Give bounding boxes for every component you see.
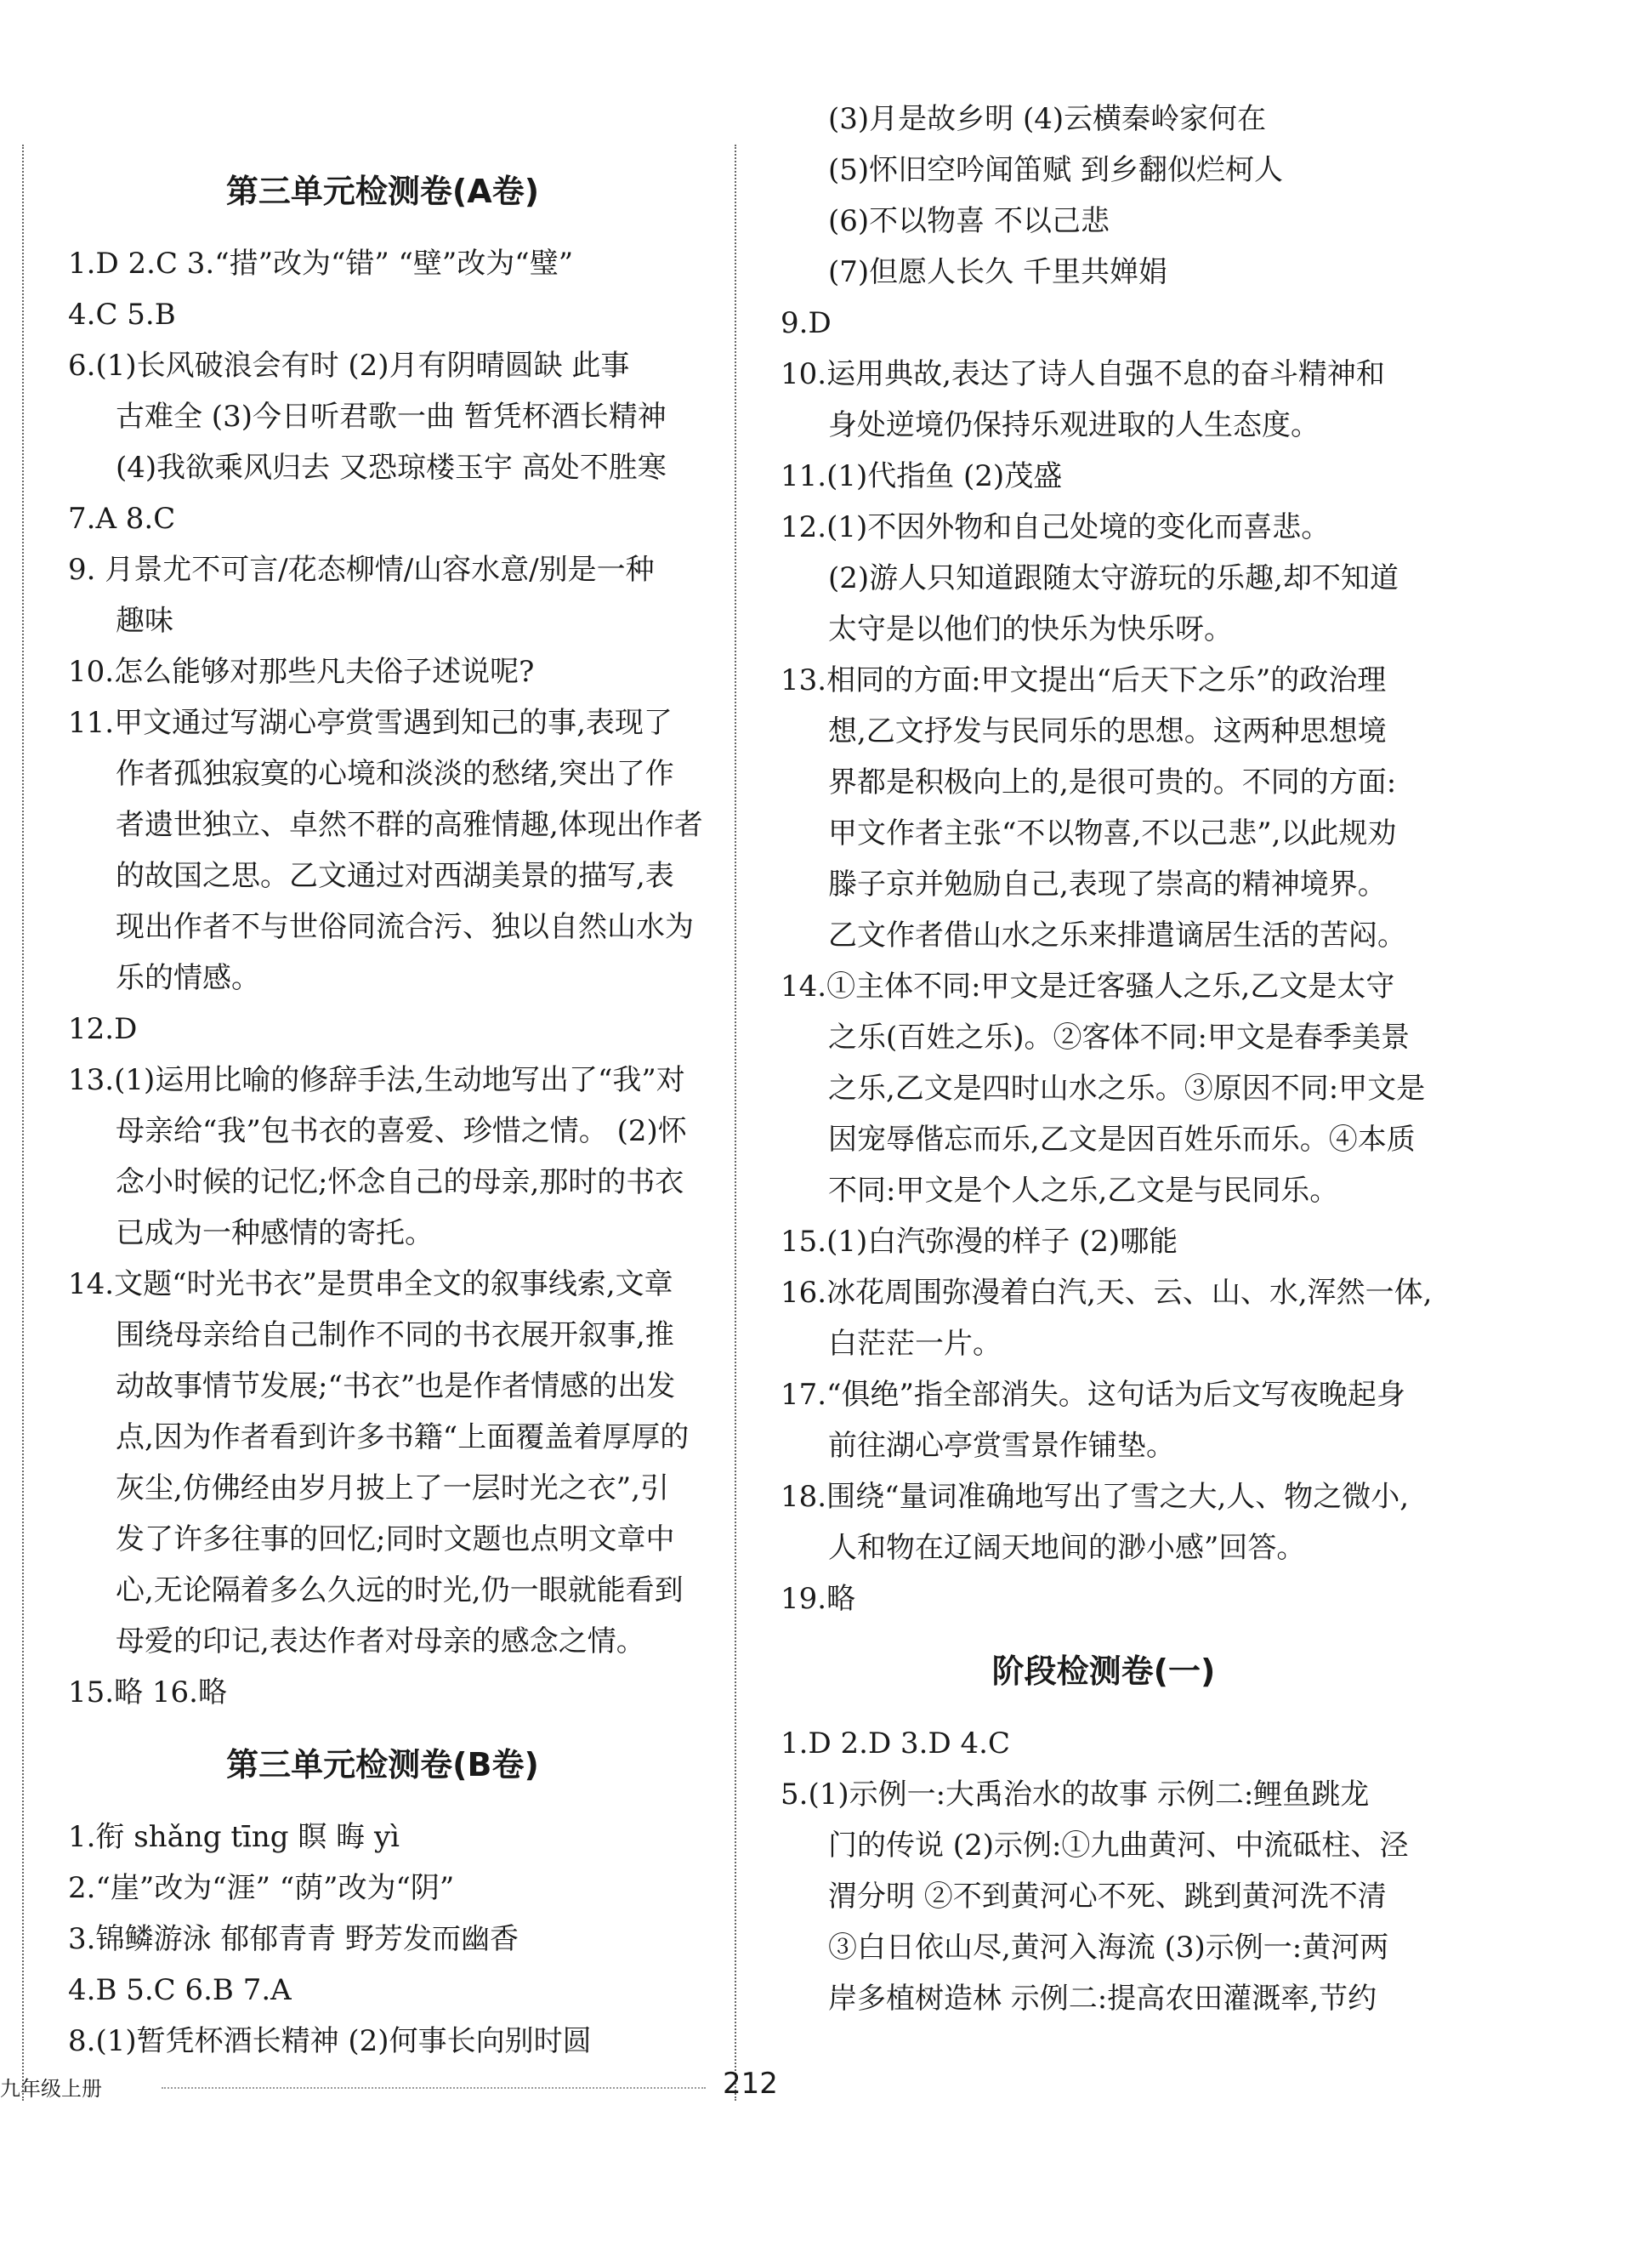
answer-line: 母爱的印记,表达作者对母亲的感念之情。 xyxy=(116,1624,645,1658)
answer-line: (2)游人只知道跟随太守游玩的乐趣,却不知道 xyxy=(828,561,1399,595)
answer-line: (3)月是故乡明 (4)云横秦岭家何在 xyxy=(828,102,1267,136)
answer-line: 乙文作者借山水之乐来排遣谪居生活的苦闷。 xyxy=(828,919,1406,953)
answer-line: 前往湖心亭赏雪景作铺垫。 xyxy=(828,1429,1175,1463)
binding-margin-left xyxy=(22,145,37,2101)
answer-line: 11.(1)代指鱼 (2)茂盛 xyxy=(781,459,1063,493)
answer-line: 3.锦鳞游泳 郁郁青青 野芳发而幽香 xyxy=(68,1922,519,1956)
answer-line: 12.D xyxy=(68,1012,138,1046)
answer-line: 10.运用典故,表达了诗人自强不息的奋斗精神和 xyxy=(781,357,1385,391)
answer-line: 之乐(百姓之乐)。②客体不同:甲文是春季美景 xyxy=(828,1021,1410,1055)
answer-line: 灰尘,仿佛经由岁月披上了一层时光之衣”,引 xyxy=(116,1471,669,1505)
section-title-stage-test-1: 阶段检测卷(一) xyxy=(991,1652,1216,1690)
answer-line: (5)怀旧空吟闻笛赋 到乡翻似烂柯人 xyxy=(828,153,1283,187)
answer-line: 趣味 xyxy=(116,604,173,638)
page-number: 212 xyxy=(723,2067,778,2101)
footer-divider xyxy=(162,2087,706,2089)
answer-line: 2.“崖”改为“涯” “荫”改为“阴” xyxy=(68,1871,455,1905)
answer-line: (6)不以物喜 不以己悲 xyxy=(828,204,1110,238)
answer-line: 者遗世独立、卓然不群的高雅情趣,体现出作者 xyxy=(116,808,703,842)
answer-line: 古难全 (3)今日听君歌一曲 暂凭杯酒长精神 xyxy=(116,400,667,434)
answer-line: 作者孤独寂寞的心境和淡淡的愁绪,突出了作 xyxy=(116,757,674,791)
answer-line: 13.相同的方面:甲文提出“后天下之乐”的政治理 xyxy=(781,663,1387,697)
grade-label: 九年级上册 xyxy=(0,2077,102,2101)
answer-line: 滕子京并勉励自己,表现了崇高的精神境界。 xyxy=(828,867,1387,902)
answer-line: 门的传说 (2)示例:①九曲黄河、中流砥柱、泾 xyxy=(828,1829,1409,1863)
answer-line: 已成为一种感情的寄托。 xyxy=(116,1216,434,1250)
answer-line: ③白日依山尽,黄河入海流 (3)示例一:黄河两 xyxy=(828,1931,1389,1965)
answer-line: 因宠辱偕忘而乐,乙文是因百姓乐而乐。④本质 xyxy=(828,1123,1416,1157)
answer-line: 动故事情节发展;“书衣”也是作者情感的出发 xyxy=(116,1369,676,1403)
answer-line: 太守是以他们的快乐为快乐呀。 xyxy=(828,612,1233,646)
section-title-unit3-a: 第三单元检测卷(A卷) xyxy=(225,173,540,210)
left-column xyxy=(68,145,703,2067)
answer-line: 发了许多往事的回忆;同时文题也点明文章中 xyxy=(116,1522,675,1556)
answer-line: 身处逆境仍保持乐观进取的人生态度。 xyxy=(828,408,1320,442)
answer-line: 乐的情感。 xyxy=(116,961,260,995)
answer-line: 岸多植树造林 示例二:提高农田灌溉率,节约 xyxy=(828,1982,1377,2016)
answer-line: 的故国之思。乙文通过对西湖美景的描写,表 xyxy=(116,859,674,893)
answer-line: 7.A 8.C xyxy=(68,502,176,536)
answer-line: 6.(1)长风破浪会有时 (2)月有阴晴圆缺 此事 xyxy=(68,349,630,383)
answer-line: 想,乙文抒发与民同乐的思想。这两种思想境 xyxy=(828,714,1387,748)
right-column xyxy=(781,102,1433,2024)
answer-line: 1.D 2.C 3.“措”改为“错” “壁”改为“璧” xyxy=(68,247,574,281)
answer-line: 4.C 5.B xyxy=(68,298,176,332)
answer-line: (7)但愿人长久 千里共婵娟 xyxy=(828,255,1167,289)
answer-line: 人和物在辽阔天地间的渺小感”回答。 xyxy=(828,1531,1306,1565)
answer-line: (4)我欲乘风归去 又恐琼楼玉宇 高处不胜寒 xyxy=(116,451,667,485)
answer-line: 8.(1)暂凭杯酒长精神 (2)何事长向别时圆 xyxy=(68,2024,592,2058)
answer-line: 白茫茫一片。 xyxy=(828,1327,1002,1361)
answer-line: 12.(1)不因外物和自己处境的变化而喜悲。 xyxy=(781,510,1331,544)
binding-margin-middle xyxy=(735,145,750,2101)
answer-line: 不同:甲文是个人之乐,乙文是与民同乐。 xyxy=(828,1174,1339,1208)
answer-line: 甲文作者主张“不以物喜,不以己悲”,以此规劝 xyxy=(828,816,1397,850)
page-footer xyxy=(0,2067,1652,2118)
answer-line: 18.围绕“量词准确地写出了雪之大,人、物之微小, xyxy=(781,1480,1410,1514)
answer-line: 9.D xyxy=(781,306,832,340)
answer-line: 1.衔 shǎng tīng 瞑 晦 yì xyxy=(68,1820,400,1854)
answer-line: 渭分明 ②不到黄河心不死、跳到黄河洗不清 xyxy=(828,1880,1387,1914)
answer-line: 界都是积极向上的,是很可贵的。不同的方面: xyxy=(828,765,1397,799)
answer-line: 14.①主体不同:甲文是迁客骚人之乐,乙文是太守 xyxy=(781,970,1395,1004)
answer-line: 念小时候的记忆;怀念自己的母亲,那时的书衣 xyxy=(116,1165,684,1199)
answer-line: 14.文题“时光书衣”是贯串全文的叙事线索,文章 xyxy=(68,1267,673,1301)
answer-line: 4.B 5.C 6.B 7.A xyxy=(68,1973,292,2007)
answer-line: 心,无论隔着多么久远的时光,仍一眼就能看到 xyxy=(116,1573,684,1607)
answer-line: 11.甲文通过写湖心亭赏雪遇到知己的事,表现了 xyxy=(68,706,673,740)
answer-line: 点,因为作者看到许多书籍“上面覆盖着厚厚的 xyxy=(116,1420,690,1454)
answer-line: 19.略 xyxy=(781,1582,856,1616)
answer-line: 15.(1)白汽弥漫的样子 (2)哪能 xyxy=(781,1225,1178,1259)
answer-line: 17.“俱绝”指全部消失。这句话为后文写夜晚起身 xyxy=(781,1378,1405,1412)
answer-line: 5.(1)示例一:大禹治水的故事 示例二:鲤鱼跳龙 xyxy=(781,1778,1370,1812)
answer-line: 之乐,乙文是四时山水之乐。③原因不同:甲文是 xyxy=(828,1072,1426,1106)
answer-line: 15.略 16.略 xyxy=(68,1675,227,1709)
answer-line: 母亲给“我”包书衣的喜爱、珍惜之情。 (2)怀 xyxy=(116,1114,687,1148)
answer-line: 10.怎么能够对那些凡夫俗子述说呢? xyxy=(68,655,535,689)
section-title-unit3-b: 第三单元检测卷(B卷) xyxy=(226,1746,539,1783)
answer-line: 16.冰花周围弥漫着白汽,天、云、山、水,浑然一体, xyxy=(781,1276,1433,1310)
answer-line: 9. 月景尤不可言/花态柳情/山容水意/别是一种 xyxy=(68,553,655,587)
answer-line: 现出作者不与世俗同流合污、独以自然山水为 xyxy=(116,910,694,944)
answer-line: 13.(1)运用比喻的修辞手法,生动地写出了“我”对 xyxy=(68,1063,685,1097)
answer-line: 1.D 2.D 3.D 4.C xyxy=(781,1726,1010,1761)
answer-line: 围绕母亲给自己制作不同的书衣展开叙事,推 xyxy=(116,1318,674,1352)
